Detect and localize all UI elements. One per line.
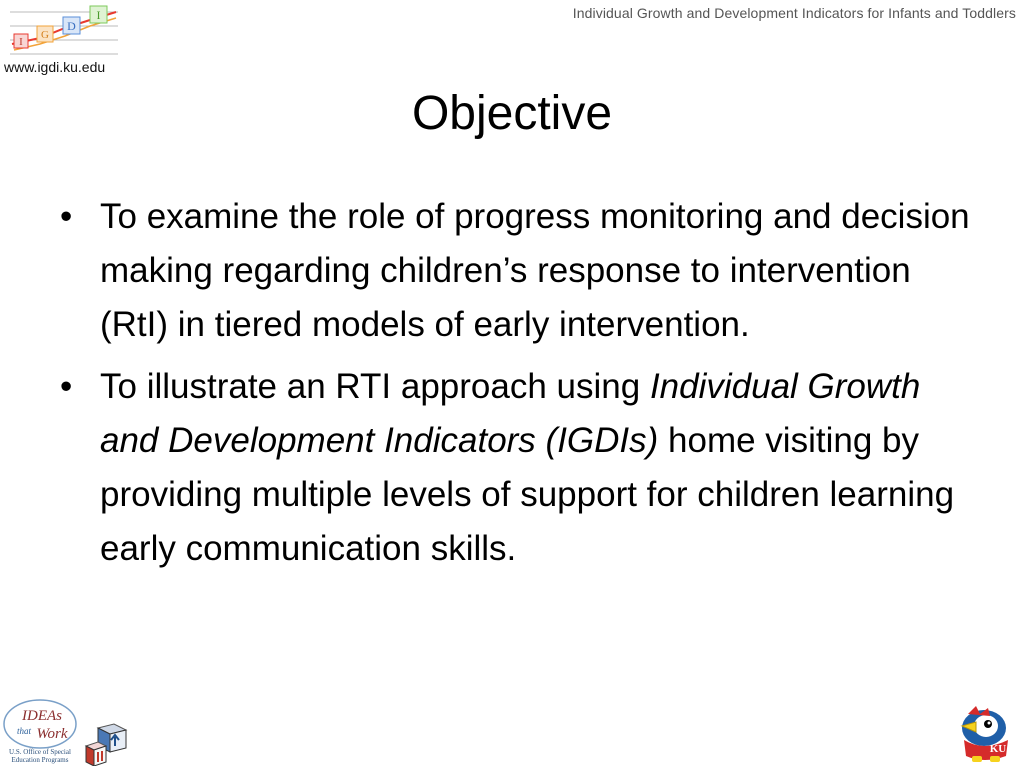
bullet-item-2 (60, 360, 980, 576)
bullet-symbol: • (60, 197, 73, 236)
slide-title: Objective (411, 87, 613, 140)
ku-logo-text: KU (989, 743, 1007, 755)
header-title: Individual Growth and Development Indicators for Infants and Toddlers (572, 5, 1016, 21)
bullet-text-2-italic: Individual Growth and Development Indicators (IGDIs) (100, 367, 921, 460)
logo-letter-g: G (41, 29, 49, 41)
ideas-logo-line3: Work (36, 726, 68, 742)
ideas-logo-line1: IDEAs (22, 708, 62, 724)
ideas-that-work-logo (0, 698, 82, 766)
building-blocks-icon (84, 722, 130, 766)
bullet-text-2-after: home visiting by providing multiple levels of support for children learning early communication skills. (100, 421, 955, 568)
logo-letter-d: D (67, 19, 76, 33)
bullet-symbol: • (60, 367, 73, 406)
bullet-list (60, 190, 980, 584)
bullet-text-1: To examine the role of progress monitoring and decision making regarding children’s response to intervention (RtI) in tiered models of early intervention. (100, 197, 970, 344)
ideas-logo-line5: Education Programs (11, 756, 69, 764)
bullet-item-1 (60, 190, 980, 352)
bullet-text-2-before: To illustrate an RTI approach using (100, 367, 650, 406)
igdi-logo (10, 4, 120, 60)
logo-letter-i1: I (19, 36, 23, 48)
logo-letter-i2: I (96, 8, 101, 22)
ideas-logo-line4: U.S. Office of Special (9, 748, 71, 756)
site-url: www.igdi.ku.edu (4, 59, 106, 75)
ideas-logo-line2: that (16, 726, 32, 736)
ku-jayhawk-logo (950, 704, 1020, 766)
